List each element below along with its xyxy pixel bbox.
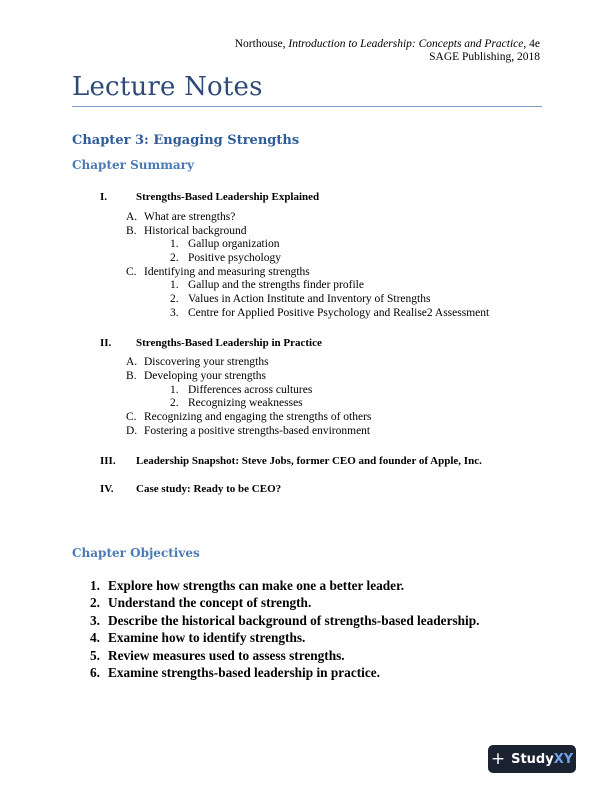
section-items <box>72 356 552 438</box>
objective-number: 4. <box>90 630 100 646</box>
outline-subitem-text: Gallup and the strengths finder profile <box>188 279 364 292</box>
section-title: Case study: Ready to be CEO? <box>136 482 282 495</box>
outline-item-marker: A. <box>126 210 138 223</box>
objectives-list <box>90 577 479 682</box>
section-numeral <box>72 337 126 349</box>
outline-item-marker: D. <box>126 424 138 437</box>
outline-subitem-marker: 3. <box>170 306 179 319</box>
objective-text: Understand the concept of strength. <box>108 595 312 611</box>
summary-section-heading <box>72 482 552 496</box>
outline-subitem-text: Positive psychology <box>188 251 281 264</box>
outline-subitem-text: Gallup organization <box>188 238 280 251</box>
objective-number: 2. <box>90 595 100 611</box>
objectives-heading: Chapter Objectives <box>72 546 200 560</box>
outline-item <box>72 265 552 279</box>
section-numeral <box>72 483 126 495</box>
citation-book-title: Introduction to Leadership: Concepts and Practice <box>288 38 524 50</box>
outline-subitem <box>72 278 552 292</box>
citation-edition: , 4e <box>523 38 540 50</box>
title-divider <box>72 106 542 107</box>
objective-number: 6. <box>90 665 100 681</box>
outline-subitem-marker: 1. <box>170 279 179 292</box>
outline-subitem-marker: 1. <box>170 238 179 251</box>
section-numeral-text: I. <box>100 191 108 203</box>
objective-text: Explore how strengths can make one a better leader. <box>108 577 405 593</box>
section-numeral-text: IV. <box>100 482 114 495</box>
summary-section <box>72 190 552 320</box>
outline-item-marker: B. <box>126 224 137 237</box>
outline-subitem-marker: 2. <box>170 292 179 305</box>
summary-section <box>72 336 552 438</box>
section-title: Leadership Snapshot: Steve Jobs, former CEO and founder of Apple, Inc. <box>136 454 482 467</box>
outline-item-marker: B. <box>126 370 137 383</box>
outline-subitem <box>72 292 552 306</box>
outline-item-marker: C. <box>126 265 137 278</box>
plus-icon: + <box>490 749 506 769</box>
outline-item-text: Fostering a positive strengths-based environment <box>144 424 371 437</box>
outline-subitem-marker: 2. <box>170 251 179 264</box>
objective-text: Examine how to identify strengths. <box>108 630 306 646</box>
outline-item <box>72 410 552 424</box>
citation-line <box>235 38 540 51</box>
outline-subitem <box>72 306 552 320</box>
badge-name-part2: XY <box>553 751 574 767</box>
objective-item <box>90 665 479 683</box>
outline-subitem-marker: 2. <box>170 397 179 410</box>
summary-section-heading <box>72 336 552 350</box>
section-numeral-text: II. <box>100 336 112 349</box>
summary-section-heading <box>72 454 552 468</box>
outline-item <box>72 224 552 238</box>
outline-item <box>72 369 552 383</box>
summary-section-heading <box>72 190 552 204</box>
outline-subitem-text: Recognizing weaknesses <box>188 397 303 410</box>
citation-header <box>235 38 540 64</box>
objective-item <box>90 630 479 648</box>
page-title: Lecture Notes <box>72 72 263 102</box>
outline-item-text: Historical background <box>144 224 247 237</box>
objective-item <box>90 577 479 595</box>
outline-item-text: Identifying and measuring strengths <box>144 265 310 278</box>
section-items <box>72 210 552 320</box>
chapter-summary <box>72 190 552 496</box>
objective-item <box>90 595 479 613</box>
outline-item <box>72 424 552 438</box>
outline-item-marker: C. <box>126 411 137 424</box>
section-numeral <box>72 191 126 203</box>
objective-text: Review measures used to assess strengths. <box>108 647 345 663</box>
citation-publisher: SAGE Publishing, 2018 <box>429 51 540 63</box>
outline-item-marker: A. <box>126 356 138 369</box>
outline-subitem-text: Values in Action Institute and Inventory of Strengths <box>188 292 431 305</box>
summary-section <box>72 482 552 496</box>
outline-item-text: What are strengths? <box>144 210 236 223</box>
objective-number: 1. <box>90 577 100 593</box>
outline-item <box>72 210 552 224</box>
outline-subitem-text: Centre for Applied Positive Psychology and Realise2 Assessment <box>188 306 490 319</box>
outline-subitem <box>72 397 552 411</box>
outline-subitem-marker: 1. <box>170 383 179 396</box>
section-title: Strengths-Based Leadership Explained <box>136 191 320 203</box>
outline-subitem <box>72 383 552 397</box>
summary-heading: Chapter Summary <box>72 158 194 172</box>
chapter-heading: Chapter 3: Engaging Strengths <box>72 133 300 148</box>
citation-author: Northouse, <box>234 38 289 50</box>
section-numeral-text: III. <box>100 454 116 467</box>
objective-number: 3. <box>90 612 100 628</box>
outline-item-text: Recognizing and engaging the strengths of others <box>144 411 372 424</box>
studyxy-badge[interactable] <box>488 745 576 773</box>
section-title: Strengths-Based Leadership in Practice <box>136 336 322 349</box>
section-numeral <box>72 455 126 467</box>
objective-number: 5. <box>90 647 100 663</box>
outline-subitem <box>72 251 552 265</box>
outline-item-text: Discovering your strengths <box>144 356 269 369</box>
outline-item <box>72 356 552 370</box>
outline-item-text: Developing your strengths <box>144 370 267 383</box>
outline-subitem-text: Differences across cultures <box>188 383 313 396</box>
outline-subitem <box>72 237 552 251</box>
summary-section <box>72 454 552 468</box>
objective-item <box>90 647 479 665</box>
objective-text: Examine strengths-based leadership in practice. <box>108 665 380 681</box>
objective-item <box>90 612 479 630</box>
badge-name-part1: Study <box>511 751 554 767</box>
objective-text: Describe the historical background of strengths-based leadership. <box>108 612 480 628</box>
